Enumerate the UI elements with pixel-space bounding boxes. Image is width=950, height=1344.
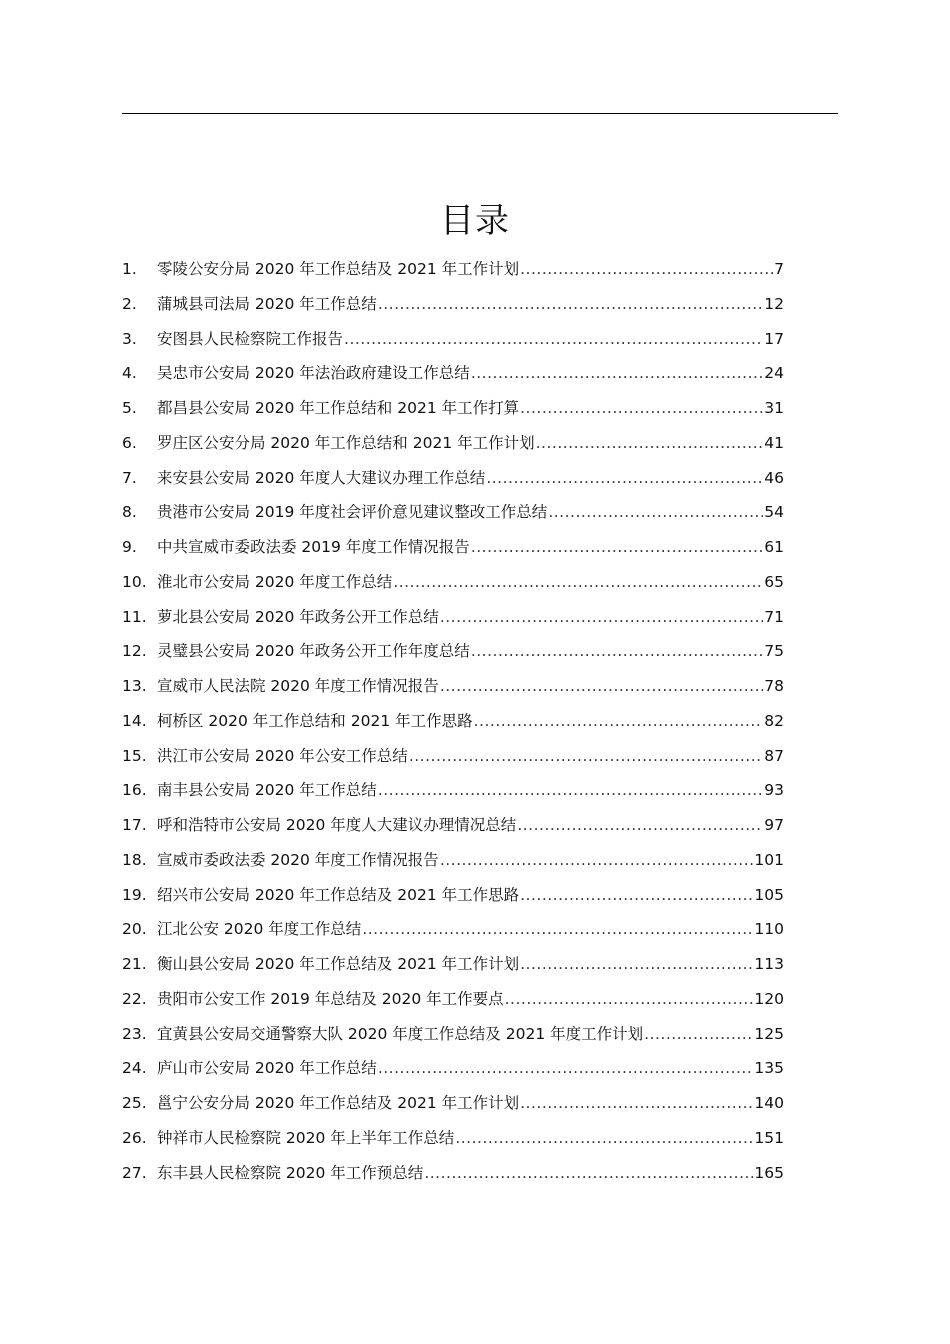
toc-entry-page: 65 bbox=[764, 572, 784, 591]
toc-entry-title: 宣威市委政法委 2020 年度工作情况报告 bbox=[157, 850, 439, 869]
toc-dot-leader bbox=[455, 1121, 753, 1156]
toc-entry-page: 71 bbox=[764, 607, 784, 626]
toc-entry[interactable] bbox=[122, 739, 784, 774]
toc-entry-page: 24 bbox=[764, 364, 784, 383]
toc-dot-leader bbox=[424, 1156, 753, 1191]
toc-entry-page: 151 bbox=[754, 1128, 784, 1147]
toc-entry-title: 吴忠市公安局 2020 年法治政府建设工作总结 bbox=[157, 364, 470, 383]
toc-entry[interactable] bbox=[122, 530, 784, 565]
toc-entry-number: 3. bbox=[122, 329, 137, 348]
toc-entry[interactable] bbox=[122, 634, 784, 669]
page-title: 目录 bbox=[440, 200, 510, 241]
toc-entry[interactable] bbox=[122, 461, 784, 496]
toc-dot-leader bbox=[505, 982, 754, 1017]
toc-entry[interactable] bbox=[122, 704, 784, 739]
toc-dot-leader bbox=[471, 356, 763, 391]
toc-entry[interactable] bbox=[122, 391, 784, 426]
toc-dot-leader bbox=[474, 704, 764, 739]
toc-dot-leader bbox=[471, 530, 763, 565]
toc-entry-number: 2. bbox=[122, 294, 137, 313]
toc-dot-leader bbox=[393, 565, 763, 600]
toc-entry[interactable] bbox=[122, 322, 784, 357]
toc-dot-leader bbox=[378, 1051, 754, 1086]
toc-entry-page: 97 bbox=[764, 816, 784, 834]
toc-entry-number: 22. bbox=[122, 989, 147, 1008]
header-rule bbox=[122, 113, 838, 114]
toc-entry-number: 12. bbox=[122, 642, 147, 661]
toc-dot-leader bbox=[520, 391, 763, 426]
toc-dot-leader bbox=[440, 600, 763, 635]
toc-entry-number: 7. bbox=[122, 468, 137, 487]
toc-dot-leader bbox=[520, 878, 753, 913]
toc-entry-title: 钟祥市人民检察院 2020 年上半年工作总结 bbox=[157, 1128, 455, 1147]
toc-entry-page: 12 bbox=[764, 294, 784, 313]
toc-entry[interactable] bbox=[122, 565, 784, 600]
toc-entry-page: 46 bbox=[764, 468, 784, 487]
toc-entry-page: 101 bbox=[754, 850, 784, 869]
toc-dot-leader bbox=[536, 426, 764, 461]
toc-entry-title: 安图县人民检察院工作报告 bbox=[157, 329, 344, 348]
toc-entry-title: 庐山市公安局 2020 年工作总结 bbox=[157, 1059, 377, 1078]
toc-entry-number: 27. bbox=[122, 1163, 147, 1182]
toc-entry[interactable] bbox=[122, 600, 784, 635]
toc-entry-number: 20. bbox=[122, 920, 147, 939]
toc-entry-title: 贵阳市公安工作 2019 年总结及 2020 年工作要点 bbox=[157, 989, 504, 1008]
toc-entry-page: 61 bbox=[764, 538, 784, 556]
toc-list bbox=[122, 252, 784, 1190]
toc-entry[interactable] bbox=[122, 426, 784, 461]
toc-entry-page: 110 bbox=[754, 920, 784, 939]
toc-entry-title: 衡山县公安局 2020 年工作总结及 2021 年工作计划 bbox=[157, 955, 520, 973]
toc-entry-number: 19. bbox=[122, 885, 147, 904]
toc-dot-leader bbox=[362, 912, 753, 947]
toc-entry-title: 洪江市公安局 2020 年公安工作总结 bbox=[157, 746, 408, 765]
toc-entry-number: 17. bbox=[122, 816, 147, 834]
toc-entry[interactable] bbox=[122, 912, 784, 947]
toc-entry-number: 23. bbox=[122, 1024, 147, 1043]
toc-entry-page: 140 bbox=[754, 1094, 784, 1112]
toc-entry-page: 41 bbox=[764, 433, 784, 452]
toc-entry[interactable] bbox=[122, 878, 784, 913]
toc-entry-page: 82 bbox=[764, 711, 784, 730]
toc-entry[interactable] bbox=[122, 947, 784, 982]
toc-entry-title: 罗庄区公安分局 2020 年工作总结和 2021 年工作计划 bbox=[157, 433, 535, 452]
toc-entry-number: 8. bbox=[122, 503, 137, 522]
toc-entry-page: 17 bbox=[764, 329, 784, 348]
toc-entry-number: 24. bbox=[122, 1059, 147, 1078]
toc-entry-title: 中共宣威市委政法委 2019 年度工作情况报告 bbox=[157, 538, 470, 556]
toc-entry-page: 31 bbox=[764, 399, 784, 417]
toc-entry[interactable] bbox=[122, 1156, 784, 1191]
toc-dot-leader bbox=[644, 1017, 753, 1052]
toc-entry-number: 14. bbox=[122, 711, 147, 730]
toc-dot-leader bbox=[378, 287, 763, 322]
toc-entry-number: 5. bbox=[122, 399, 137, 417]
toc-entry-page: 113 bbox=[754, 955, 784, 973]
toc-entry-title: 呼和浩特市公安局 2020 年度人大建议办理情况总结 bbox=[157, 816, 517, 834]
toc-entry[interactable] bbox=[122, 287, 784, 322]
toc-entry-title: 萝北县公安局 2020 年政务公开工作总结 bbox=[157, 607, 439, 626]
toc-dot-leader bbox=[520, 1086, 753, 1121]
toc-entry-title: 淮北市公安局 2020 年度工作总结 bbox=[157, 572, 393, 591]
toc-entry-number: 21. bbox=[122, 955, 147, 973]
toc-entry-title: 柯桥区 2020 年工作总结和 2021 年工作思路 bbox=[157, 711, 473, 730]
toc-entry[interactable] bbox=[122, 1017, 784, 1052]
toc-entry-title: 宜黄县公安局交通警察大队 2020 年度工作总结及 2021 年度工作计划 bbox=[157, 1024, 644, 1043]
toc-dot-leader bbox=[440, 843, 754, 878]
toc-entry-page: 87 bbox=[764, 746, 784, 765]
toc-entry-number: 26. bbox=[122, 1128, 147, 1147]
toc-entry-title: 贵港市公安局 2019 年度社会评价意见建议整改工作总结 bbox=[157, 503, 548, 522]
toc-dot-leader bbox=[548, 495, 763, 530]
toc-dot-leader bbox=[520, 252, 773, 287]
toc-entry-title: 灵璧县公安局 2020 年政务公开工作年度总结 bbox=[157, 642, 470, 661]
toc-entry-page: 54 bbox=[764, 503, 784, 522]
toc-dot-leader bbox=[409, 739, 763, 774]
toc-entry-title: 邕宁公安分局 2020 年工作总结及 2021 年工作计划 bbox=[157, 1094, 520, 1112]
toc-entry-number: 9. bbox=[122, 538, 137, 556]
toc-entry-page: 120 bbox=[754, 989, 784, 1008]
toc-entry-title: 宣威市人民法院 2020 年度工作情况报告 bbox=[157, 677, 439, 695]
toc-entry[interactable] bbox=[122, 495, 784, 530]
toc-dot-leader bbox=[471, 634, 763, 669]
toc-entry[interactable] bbox=[122, 669, 784, 704]
toc-dot-leader bbox=[344, 322, 763, 357]
toc-dot-leader bbox=[520, 947, 753, 982]
toc-dot-leader bbox=[517, 808, 763, 843]
toc-entry-number: 11. bbox=[122, 607, 147, 626]
toc-entry-title: 来安县公安局 2020 年度人大建议办理工作总结 bbox=[157, 468, 486, 487]
toc-entry-title: 都昌县公安局 2020 年工作总结和 2021 年工作打算 bbox=[157, 399, 520, 417]
toc-entry[interactable] bbox=[122, 1051, 784, 1086]
toc-dot-leader bbox=[486, 461, 763, 496]
toc-entry-number: 1. bbox=[122, 260, 137, 278]
toc-entry-number: 10. bbox=[122, 572, 147, 591]
toc-entry-page: 125 bbox=[754, 1024, 784, 1043]
toc-entry-page: 135 bbox=[754, 1059, 784, 1078]
toc-entry[interactable] bbox=[122, 252, 784, 287]
toc-entry[interactable] bbox=[122, 843, 784, 878]
toc-entry-page: 78 bbox=[764, 677, 784, 695]
toc-entry[interactable] bbox=[122, 982, 784, 1017]
toc-entry-number: 25. bbox=[122, 1094, 147, 1112]
toc-entry-page: 165 bbox=[754, 1163, 784, 1182]
toc-entry-number: 13. bbox=[122, 677, 147, 695]
toc-entry[interactable] bbox=[122, 1121, 784, 1156]
toc-entry[interactable] bbox=[122, 1086, 784, 1121]
toc-entry-page: 93 bbox=[764, 781, 784, 800]
toc-entry-page: 7 bbox=[774, 260, 784, 278]
toc-entry-page: 75 bbox=[764, 642, 784, 661]
toc-entry-title: 绍兴市公安局 2020 年工作总结及 2021 年工作思路 bbox=[157, 885, 520, 904]
toc-entry-number: 4. bbox=[122, 364, 137, 383]
toc-entry-number: 6. bbox=[122, 433, 137, 452]
toc-entry-title: 东丰县人民检察院 2020 年工作预总结 bbox=[157, 1163, 424, 1182]
toc-entry-title: 江北公安 2020 年度工作总结 bbox=[157, 920, 362, 939]
toc-entry-page: 105 bbox=[754, 885, 784, 904]
toc-dot-leader bbox=[378, 773, 763, 808]
toc-entry[interactable] bbox=[122, 808, 784, 843]
toc-entry-number: 16. bbox=[122, 781, 147, 800]
toc-entry-number: 18. bbox=[122, 850, 147, 869]
toc-entry-number: 15. bbox=[122, 746, 147, 765]
toc-entry-title: 南丰县公安局 2020 年工作总结 bbox=[157, 781, 377, 800]
toc-dot-leader bbox=[440, 669, 763, 704]
toc-entry[interactable] bbox=[122, 356, 784, 391]
toc-entry-title: 零陵公安分局 2020 年工作总结及 2021 年工作计划 bbox=[157, 260, 520, 278]
toc-entry-title: 蒲城县司法局 2020 年工作总结 bbox=[157, 294, 377, 313]
toc-entry[interactable] bbox=[122, 773, 784, 808]
